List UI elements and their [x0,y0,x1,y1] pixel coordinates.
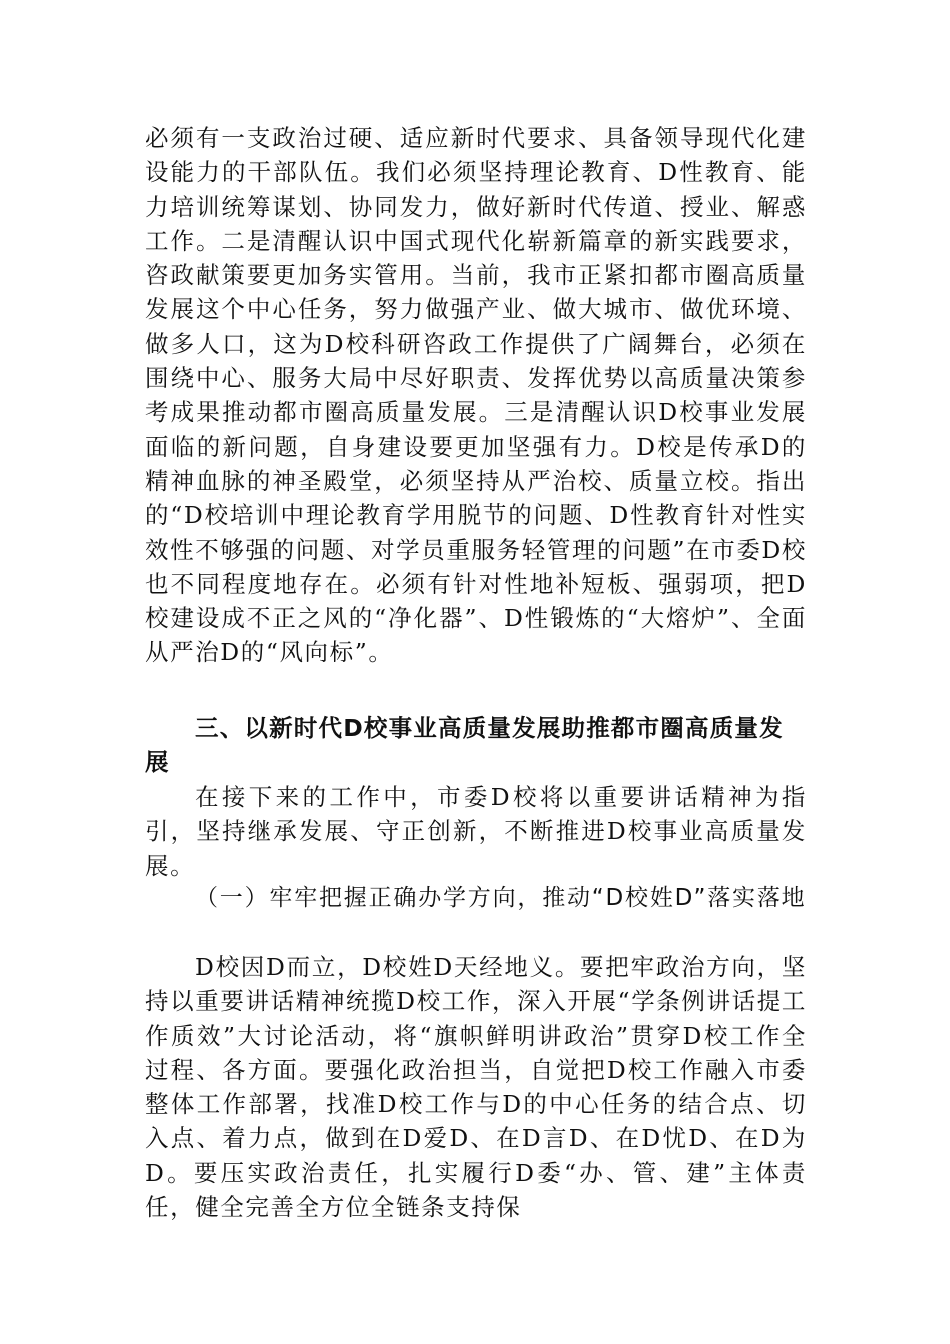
body-paragraph: D校因D而立，D校姓D天经地义。要把牢政治方向，坚持以重要讲话精神统揽D校工作，深入开展“学条例讲话提工作质效”大讨论活动，将“旗帜鲜明讲政治”贯穿D校工作全过程、各方面。要强化政治担当，自觉把D校工作融入市委整体工作部署，找准D校工作与D的中心任务的结合点、切入点、着力点，做到在D爱D、在D言D、在D忧D、在D为D。要压实政治责任，扎实履行D委“办、管、建”主体责任，健全完善全方位全链条支持保 [145,953,807,1222]
subsection-heading: （一）牢牢把握正确办学方向，推动“D校姓D”落实落地 [195,885,807,911]
body-paragraph: 必须有一支政治过硬、适应新时代要求、具备领导现代化建设能力的干部队伍。我们必须坚持理论教育、D性教育、能力培训统筹谋划、协同发力，做好新时代传道、授业、解惑工作。二是清醒认识中国式现代化崭新篇章的新实践要求，咨政献策要更加务实管用。当前，我市正紧扣都市圈高质量发展这个中心任务，努力做强产业、做大城市、做优环境、做多人口，这为D校科研咨政工作提供了广阔舞台，必须在围绕中心、服务大局中尽好职责、发挥优势以高质量决策参考成果推动都市圈高质量发展。三是清醒认识D校事业发展面临的新问题，自身建设要更加坚强有力。D校是传承D的精神血脉的神圣殿堂，必须坚持从严治校、质量立校。指出的“D校培训中理论教育学用脱节的问题、D性教育针对性实效性不够强的问题、对学员重服务轻管理的问题”在市委D校也不同程度地存在。必须有针对性地补短板、强弱项，把D校建设成不正之风的“净化器”、D性锻炼的“大熔炉”、全面从严治D的“风向标”。 [145,124,807,667]
section-heading: 三、以新时代D校事业高质量发展助推都市圈高质量发展 [145,714,784,777]
body-paragraph: 在接下来的工作中，市委D校将以重要讲话精神为指引，坚持继承发展、守正创新，不断推进D校事业高质量发展。 [145,783,807,880]
